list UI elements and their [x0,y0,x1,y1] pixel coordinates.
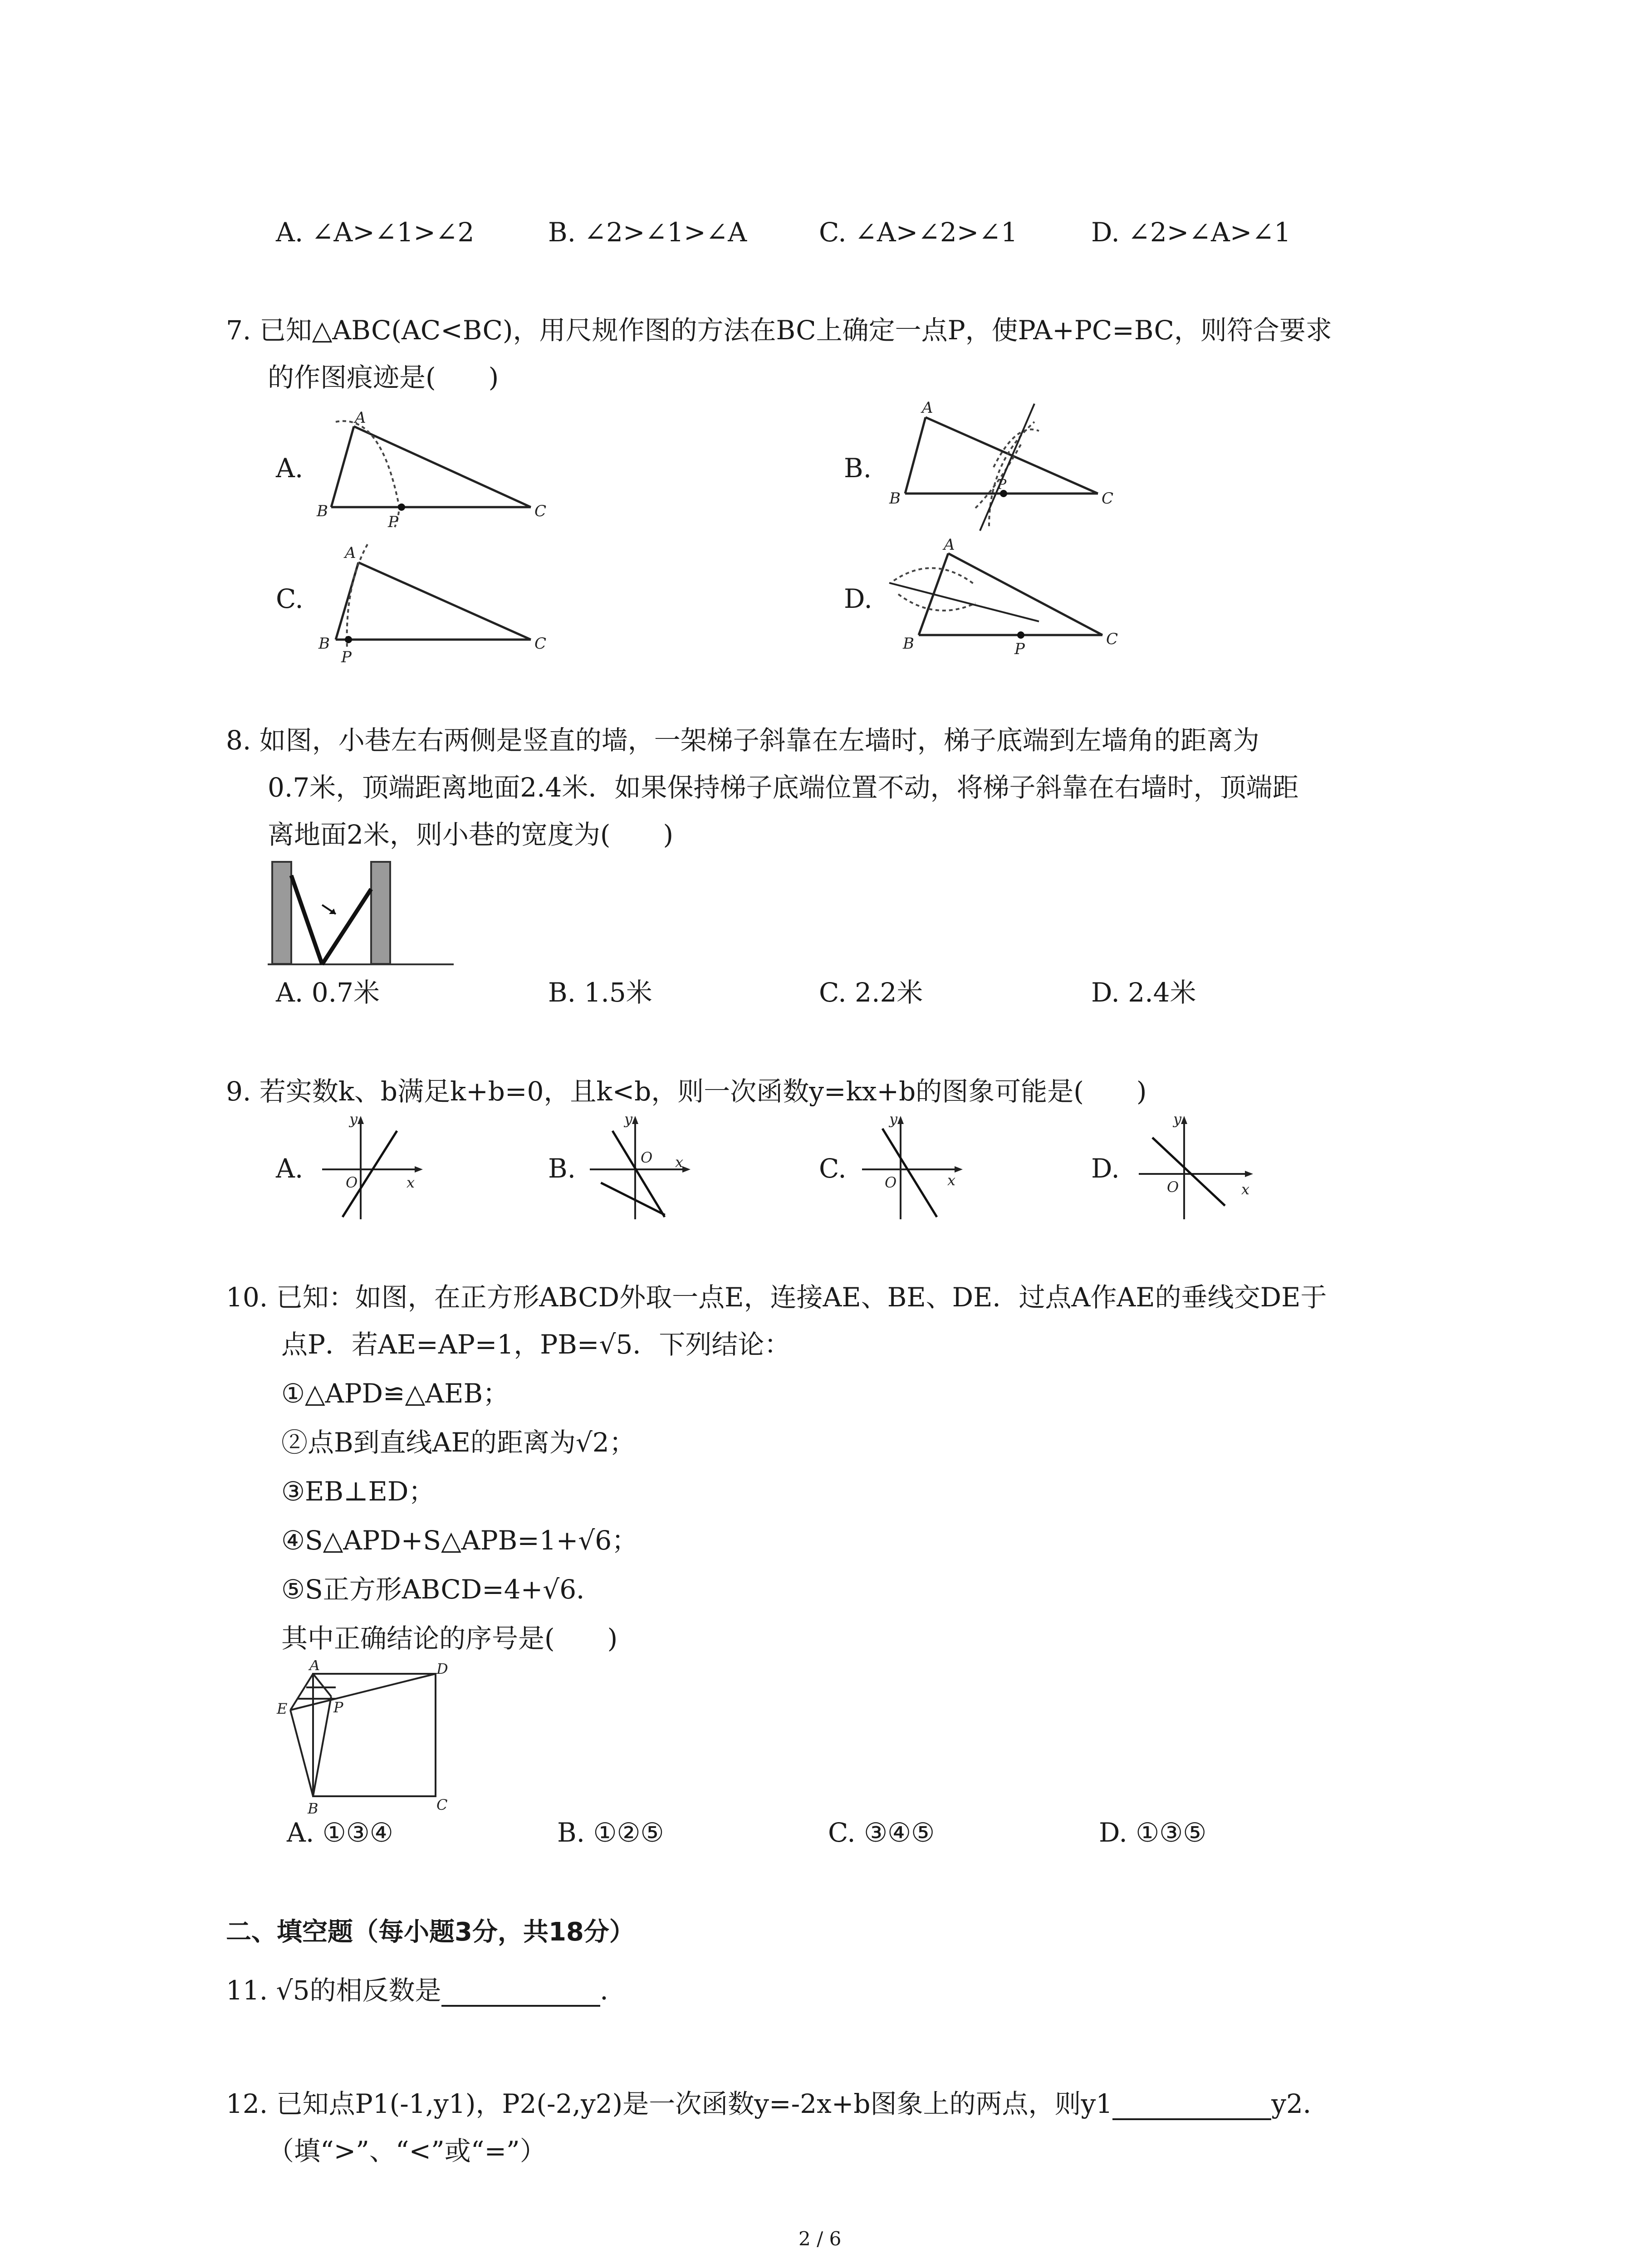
q7c-label-a: A [345,544,356,562]
q10-square-figure [272,1660,454,1819]
q7-figure-a [313,408,549,531]
q7-option-a: A. [276,453,304,484]
q10-option-a: A. ①③④ [287,1817,393,1848]
q7-figure-b [885,395,1121,540]
q7-option-c: C. [276,583,304,614]
q9-option-d: D. [1091,1153,1120,1184]
q7-figure-c [313,535,549,667]
q9-option-a: A. [276,1153,304,1184]
q7d-label-c: C [1106,630,1118,648]
q10-label-b: B [308,1800,318,1817]
q10-conclusion-1: ①△APD≌△AEB； [281,1378,509,1409]
q8-stem-line3: 离地面2米，则小巷的宽度为( ) [268,819,674,850]
q7c-label-p: P [341,648,352,666]
q7a-label-a: A [355,409,366,427]
q9-stem: 9. 若实数k、b满足k+b=0，且k<b，则一次函数y=kx+b的图象可能是( ) [226,1076,1147,1107]
q9a-y-label: y [349,1110,358,1128]
q9b-y-label: y [624,1110,633,1128]
q11-text: 11. √5的相反数是 [226,1975,441,2006]
q12-text: 12. 已知点P1(-1,y1)，P2(-2,y2)是一次函数y=-2x+b图象上的两点，则y1 [226,2088,1113,2119]
q10-stem-line2: 点P．若AE=AP=1，PB=√5．下列结论： [281,1329,791,1360]
q8-option-d: D. 2.4米 [1091,977,1196,1008]
q7-option-b: B. [844,453,872,484]
q7a-label-b: B [317,502,328,520]
q8-alley-figure [268,857,458,975]
q6-option-c: C. ∠A>∠2>∠1 [819,217,1018,248]
q7d-label-p: P [1014,640,1025,658]
q9-graph-b [585,1110,699,1224]
q8-option-a: A. 0.7米 [276,977,380,1008]
q10-conclusion-3: ③EB⊥ED； [281,1476,435,1507]
q7-option-d: D. [844,583,872,614]
q7a-label-c: C [534,502,547,520]
q12-end: y2． [1271,2088,1329,2119]
q9d-y-label: y [1173,1110,1182,1128]
q7c-label-c: C [534,635,547,653]
q10-stem-line1: 10. 已知：如图，在正方形ABCD外取一点E，连接AE、BE、DE．过点A作AE的垂线交DE于 [226,1282,1327,1313]
q9-graph-d [1134,1110,1261,1224]
q9-option-b: B. [548,1153,576,1184]
q11-answer-blank[interactable] [441,1979,600,2007]
q12-fill-hint: （填“>”、“<”或“=”） [268,2136,546,2166]
q11-end: ． [600,1975,627,2006]
page-number: 2 / 6 [798,2228,842,2250]
q9d-x-label: x [1241,1181,1250,1198]
q9-option-c: C. [819,1153,847,1184]
q7-stem-line2: 的作图痕迹是( ) [268,362,499,393]
q10-conclusion-2: ②点B到直线AE的距离为√2； [281,1427,636,1458]
q8-option-c: C. 2.2米 [819,977,923,1008]
q9b-origin-label: O [641,1149,653,1166]
q8-option-b: B. 1.5米 [548,977,652,1008]
q7-stem-line1: 7. 已知△ABC(AC<BC)，用尺规作图的方法在BC上确定一点P，使PA+PC=BC，则符合要求 [226,315,1332,346]
q6-option-d: D. ∠2>∠A>∠1 [1091,217,1291,248]
q10-option-c: C. ③④⑤ [828,1817,935,1848]
q7a-label-p: P [388,513,398,531]
q9b-x-label: x [675,1154,684,1171]
q6-option-b: B. ∠2>∠1>∠A [548,217,747,248]
q7d-label-b: B [903,635,914,653]
q10-label-p: P [333,1699,343,1716]
q12-line [226,2087,1329,2120]
q9a-origin-label: O [346,1174,358,1191]
q9c-origin-label: O [885,1174,897,1191]
q7d-label-a: A [944,536,955,554]
q12-answer-blank[interactable] [1112,2092,1271,2120]
q9-graph-a [318,1110,431,1224]
q9c-x-label: x [947,1172,956,1189]
section-2-heading: 二、填空题（每小题3分，共18分） [226,1917,635,1947]
q7b-label-a: A [922,399,933,417]
q7c-label-b: B [318,635,330,653]
q9c-y-label: y [889,1110,898,1128]
q9d-origin-label: O [1167,1178,1179,1196]
q10-label-c: C [436,1796,448,1813]
q6-option-a: A. ∠A>∠1>∠2 [276,217,475,248]
q7b-label-c: C [1102,489,1114,508]
q10-option-b: B. ①②⑤ [557,1817,664,1848]
q10-label-e: E [277,1700,288,1717]
q7b-label-b: B [889,489,901,508]
q10-option-d: D. ①③⑤ [1099,1817,1207,1848]
q7b-label-p: P [997,477,1007,493]
q7-figure-d [885,535,1121,667]
q10-label-a: A [309,1660,320,1674]
q10-conclusion-5: ⑤S正方形ABCD=4+√6． [281,1574,603,1605]
q8-stem-line2: 0.7米，顶端距离地面2.4米．如果保持梯子底端位置不动，将梯子斜靠在右墙时，顶端距 [268,772,1299,803]
q10-label-d: D [436,1660,448,1677]
q9-graph-c [857,1110,971,1224]
q10-question: 其中正确结论的序号是( ) [281,1623,618,1654]
q8-stem-line1: 8. 如图，小巷左右两侧是竖直的墙，一架梯子斜靠在左墙时，梯子底端到左墙角的距离为 [226,725,1259,756]
q9a-x-label: x [407,1174,415,1191]
q10-conclusion-4: ④S△APD+S△APB=1+√6； [281,1525,638,1556]
q11-line [226,1974,627,2007]
